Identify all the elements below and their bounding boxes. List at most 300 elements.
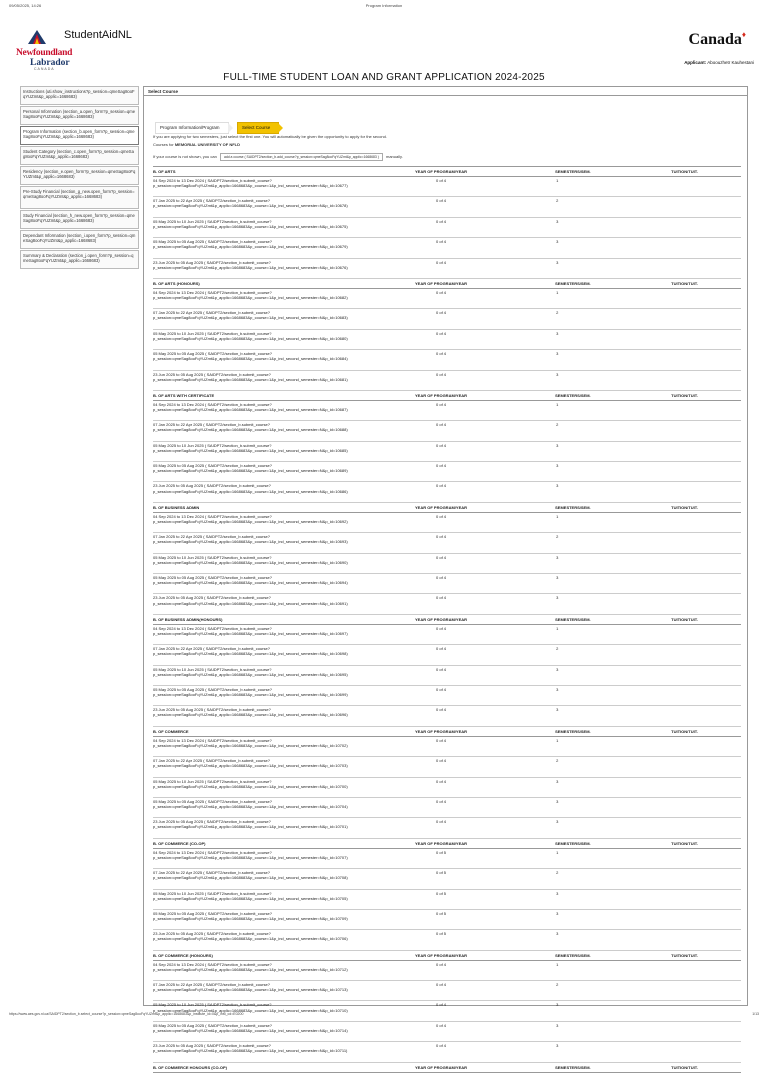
column-header-year: YEAR OF PROGRAM/YEAR [415,1062,555,1072]
course-session-row[interactable] [153,848,741,868]
year-of-program: 0 of 4 [415,1042,555,1062]
year-of-program: 0 of 5 [415,889,555,909]
canada-wordmark-text: Canada [688,31,742,48]
session-link-cell [153,594,415,614]
session-dates-link[interactable]: 23 Jun 2025 to 05 Aug 2025 ( SAIDPT2/section_b.submit_course? [153,259,271,265]
course-session-row[interactable] [153,930,741,950]
session-url[interactable]: p_session=qmeSag8ooFqYUZmt&p_applic=1668683&p_course=1&p_ind_second_semester=N&p_id=10678) [153,203,348,209]
tuition-value [671,736,741,756]
session-link-cell [153,574,415,594]
session-url[interactable]: p_session=qmeSag8ooFqYUZmt&p_applic=1668683&p_course=1&p_ind_second_semester=N&p_id=10714) [153,1027,348,1033]
course-session-row[interactable] [153,217,741,237]
session-url[interactable]: p_session=qmeSag8ooFqYUZmt&p_applic=1668683&p_course=1&p_ind_second_semester=N&p_id=10713) [153,987,348,993]
course-session-row[interactable] [153,329,741,349]
session-dates-link[interactable]: 05 May 2025 to 05 Aug 2025 ( SAIDPT2/section_b.submit_course? [153,798,272,804]
session-dates-link[interactable]: 07 Jan 2025 to 22 Apr 2025 ( SAIDPT2/section_b.submit_course? [153,646,270,652]
session-dates-link[interactable]: 04 Sep 2024 to 13 Dec 2024 ( SAIDPT2/section_b.submit_course? [153,737,272,743]
sidebar-nav [20,86,139,270]
session-url[interactable]: p_session=qmeSag8ooFqYUZmt&p_applic=1668683&p_course=1&p_ind_second_semester=N&p_id=10689) [153,468,348,474]
print-date: 09/05/2025, 14:26 [9,3,42,8]
year-of-program: 0 of 4 [415,645,555,665]
session-dates-link[interactable]: 07 Jan 2025 to 22 Apr 2025 ( SAIDPT2/section_b.submit_course? [153,422,270,428]
semester-number: 3 [555,777,671,797]
session-url[interactable]: p_session=qmeSag8ooFqYUZmt&p_applic=1668683&p_course=1&p_ind_second_semester=N&p_id=10702) [153,742,348,748]
tuition-value [671,217,741,237]
semester-number: 2 [555,309,671,329]
year-of-program: 0 of 4 [415,1021,555,1041]
semester-number: 3 [555,1042,671,1062]
course-session-row[interactable] [153,533,741,553]
session-dates-link[interactable]: 05 May 2025 to 10 Jun 2025 ( SAIDPT2/section_b.submit_course? [153,554,272,560]
year-of-program: 0 of 4 [415,177,555,197]
session-link-cell [153,329,415,349]
print-footer [9,1012,759,1020]
tuition-value [671,533,741,553]
course-session-row[interactable] [153,981,741,1001]
add-course-link[interactable]: add a course ( SAIDPT2/section_b.add_course?p_session=qmeSag8ooFqYUZmt&p_applic=1668683 ) [220,153,383,161]
semester-number: 2 [555,757,671,777]
session-link-cell [153,797,415,817]
course-session-row[interactable] [153,197,741,217]
session-url[interactable]: p_session=qmeSag8ooFqYUZmt&p_applic=1668683&p_course=1&p_ind_second_semester=N&p_id=10709) [153,915,348,921]
session-url[interactable]: p_session=qmeSag8ooFqYUZmt&p_applic=1668683&p_course=1&p_ind_second_semester=N&p_id=10686) [153,488,348,494]
tuition-value [671,462,741,482]
year-of-program: 0 of 4 [415,258,555,278]
session-dates-link[interactable]: 07 Jan 2025 to 22 Apr 2025 ( SAIDPT2/section_b.submit_course? [153,758,270,764]
course-session-row[interactable] [153,777,741,797]
session-url[interactable]: p_session=qmeSag8ooFqYUZmt&p_applic=1668683&p_course=1&p_ind_second_semester=N&p_id=10701) [153,824,348,830]
session-url[interactable]: p_session=qmeSag8ooFqYUZmt&p_applic=1668683&p_course=1&p_ind_second_semester=N&p_id=10681) [153,376,348,382]
tuition-value [671,818,741,838]
session-dates-link[interactable]: 05 May 2025 to 10 Jun 2025 ( SAIDPT2/section_b.submit_course? [153,890,272,896]
session-link-cell [153,309,415,329]
maple-leaf-icon: ♦ [741,30,746,39]
year-of-program: 0 of 4 [415,217,555,237]
course-session-row[interactable] [153,706,741,726]
year-of-program: 0 of 4 [415,329,555,349]
column-header-year: YEAR OF PROGRAM/YEAR [415,502,555,512]
course-session-row[interactable] [153,889,741,909]
crumb-label: Select Course [241,125,271,130]
nl-logo-line2: Labrador [30,58,70,68]
year-of-program: 0 of 4 [415,777,555,797]
semester-number: 2 [555,197,671,217]
session-link-cell [153,421,415,441]
course-session-row[interactable] [153,797,741,817]
course-group-header [153,167,741,177]
semester-number: 1 [555,288,671,308]
column-header-tuition: TUITION/TUIT. [671,390,741,400]
session-dates-link[interactable]: 23 Jun 2025 to 05 Aug 2025 ( SAIDPT2/section_b.submit_course? [153,1043,271,1049]
session-dates-link[interactable]: 05 May 2025 to 10 Jun 2025 ( SAIDPT2/section_b.submit_course? [153,442,272,448]
session-url[interactable]: p_session=qmeSag8ooFqYUZmt&p_applic=1668683&p_course=1&p_ind_second_semester=N&p_id=10677) [153,183,348,189]
program-name: B. OF COMMERCE (CO-OP) [153,838,415,848]
tuition-value [671,553,741,573]
session-url[interactable]: p_session=qmeSag8ooFqYUZmt&p_applic=1668683&p_course=1&p_ind_second_semester=N&p_id=10685) [153,447,348,453]
semester-number: 3 [555,818,671,838]
semester-number: 3 [555,553,671,573]
session-link-cell [153,930,415,950]
session-link-cell [153,370,415,390]
program-name: B. OF COMMERCE (HONOURS) [153,950,415,960]
year-of-program: 0 of 4 [415,736,555,756]
year-of-program: 0 of 4 [415,665,555,685]
course-session-row[interactable] [153,309,741,329]
course-group-header [153,614,741,624]
nl-flag-icon [28,30,46,44]
semester-number: 3 [555,909,671,929]
sidebar-item-residency[interactable]: Residency (section_e.open_form?p_session=qmeSag8ooFqYUZmt&p_applic=1668683) [20,166,139,185]
select-course-panel [143,86,748,1070]
column-header-semesters: SEMESTERS/SEM. [555,838,671,848]
course-session-row[interactable] [153,960,741,980]
column-header-semesters: SEMESTERS/SEM. [555,278,671,288]
session-dates-link[interactable]: 07 Jan 2025 to 22 Apr 2025 ( SAIDPT2/section_b.submit_course? [153,982,270,988]
semester-number: 3 [555,1001,671,1021]
course-session-row[interactable] [153,909,741,929]
session-url[interactable]: p_session=qmeSag8ooFqYUZmt&p_applic=1668683&p_course=1&p_ind_second_semester=N&p_id=10704) [153,804,348,810]
course-session-row[interactable] [153,441,741,461]
session-url[interactable]: p_session=qmeSag8ooFqYUZmt&p_applic=1668683&p_course=1&p_ind_second_semester=N&p_id=10706) [153,936,348,942]
program-name: B. OF ARTS (HONOURS) [153,278,415,288]
session-url[interactable]: p_session=qmeSag8ooFqYUZmt&p_applic=1668683&p_course=1&p_ind_second_semester=N&p_id=10696) [153,712,348,718]
session-url[interactable]: p_session=qmeSag8ooFqYUZmt&p_applic=1668683&p_course=1&p_ind_second_semester=N&p_id=10708) [153,875,348,881]
tuition-value [671,889,741,909]
session-dates-link[interactable]: 04 Sep 2024 to 13 Dec 2024 ( SAIDPT2/section_b.submit_course? [153,961,272,967]
session-link-cell [153,462,415,482]
year-of-program: 0 of 4 [415,462,555,482]
sidebar-item-program-information[interactable]: Program Information (section_b.open_form?p_session=qmeSag8ooFqYUZmt&p_applic=1668683) [20,126,139,145]
year-of-program: 0 of 4 [415,238,555,258]
session-url[interactable]: p_session=qmeSag8ooFqYUZmt&p_applic=1668683&p_course=1&p_ind_second_semester=N&p_id=10690) [153,559,348,565]
semester-number: 3 [555,441,671,461]
year-of-program: 0 of 4 [415,197,555,217]
session-link-cell [153,482,415,502]
column-header-semesters: SEMESTERS/SEM. [555,726,671,736]
column-header-tuition: TUITION/TUIT. [671,278,741,288]
course-group-header [153,278,741,288]
session-url[interactable]: p_session=qmeSag8ooFqYUZmt&p_applic=1668683&p_course=1&p_ind_second_semester=N&p_id=10676) [153,264,348,270]
session-dates-link[interactable]: 23 Jun 2025 to 05 Aug 2025 ( SAIDPT2/section_b.submit_course? [153,371,271,377]
course-table [153,166,741,1073]
course-session-row[interactable] [153,818,741,838]
tuition-value [671,869,741,889]
tuition-value [671,512,741,532]
session-dates-link[interactable]: 05 May 2025 to 10 Jun 2025 ( SAIDPT2/section_b.submit_course? [153,778,272,784]
session-link-cell [153,258,415,278]
year-of-program: 0 of 4 [415,350,555,370]
course-session-row[interactable] [153,736,741,756]
semester-number: 3 [555,574,671,594]
year-of-program: 0 of 4 [415,757,555,777]
session-dates-link[interactable]: 23 Jun 2025 to 05 Aug 2025 ( SAIDPT2/section_b.submit_course? [153,707,271,713]
column-header-year: YEAR OF PROGRAM/YEAR [415,167,555,177]
session-url[interactable]: p_session=qmeSag8ooFqYUZmt&p_applic=1668683&p_course=1&p_ind_second_semester=N&p_id=10679) [153,244,348,250]
semester-number: 1 [555,400,671,420]
course-session-row[interactable] [153,482,741,502]
semester-number: 3 [555,797,671,817]
print-header [9,3,759,11]
course-session-row[interactable] [153,177,741,197]
column-header-tuition: TUITION/TUIT. [671,502,741,512]
session-link-cell [153,981,415,1001]
session-dates-link[interactable]: 07 Jan 2025 to 22 Apr 2025 ( SAIDPT2/section_b.submit_course? [153,198,270,204]
print-page-number: 1/13 [752,1012,759,1016]
tuition-value [671,574,741,594]
session-url[interactable]: p_session=qmeSag8ooFqYUZmt&p_applic=1668683&p_course=1&p_ind_second_semester=N&p_id=10697) [153,630,348,636]
year-of-program: 0 of 5 [415,909,555,929]
session-url[interactable]: p_session=qmeSag8ooFqYUZmt&p_applic=1668683&p_course=1&p_ind_second_semester=N&p_id=10703) [153,763,348,769]
course-session-row[interactable] [153,238,741,258]
session-url[interactable]: p_session=qmeSag8ooFqYUZmt&p_applic=1668683&p_course=1&p_ind_second_semester=N&p_id=10700) [153,783,348,789]
column-header-semesters: SEMESTERS/SEM. [555,614,671,624]
session-dates-link[interactable]: 05 May 2025 to 05 Aug 2025 ( SAIDPT2/section_b.submit_course? [153,1022,272,1028]
course-session-row[interactable] [153,400,741,420]
session-dates-link[interactable]: 23 Jun 2025 to 05 Aug 2025 ( SAIDPT2/section_b.submit_course? [153,483,271,489]
year-of-program: 0 of 4 [415,482,555,502]
session-url[interactable]: p_session=qmeSag8ooFqYUZmt&p_applic=1668683&p_course=1&p_ind_second_semester=N&p_id=10692) [153,518,348,524]
semester-number: 3 [555,889,671,909]
course-session-row[interactable] [153,1042,741,1062]
year-of-program: 0 of 4 [415,981,555,1001]
year-of-program: 0 of 4 [415,818,555,838]
tuition-value [671,1021,741,1041]
session-url[interactable]: p_session=qmeSag8ooFqYUZmt&p_applic=1668683&p_course=1&p_ind_second_semester=N&p_id=10682) [153,295,348,301]
session-link-cell [153,706,415,726]
column-header-semesters: SEMESTERS/SEM. [555,390,671,400]
session-url[interactable]: p_session=qmeSag8ooFqYUZmt&p_applic=1668683&p_course=1&p_ind_second_semester=N&p_id=10688) [153,427,348,433]
session-dates-link[interactable]: 07 Jan 2025 to 22 Apr 2025 ( SAIDPT2/section_b.submit_course? [153,870,270,876]
session-link-cell [153,217,415,237]
two-semesters-note: If you are applying for two semesters, just select the first one. You will automatically be given the opportunity to apply for the second. [153,134,387,139]
session-link-cell [153,288,415,308]
crumb-select-course[interactable] [237,122,279,134]
year-of-program: 0 of 4 [415,797,555,817]
session-url[interactable]: p_session=qmeSag8ooFqYUZmt&p_applic=1668683&p_course=1&p_ind_second_semester=N&p_id=10684) [153,356,348,362]
tuition-value [671,197,741,217]
year-of-program: 0 of 4 [415,370,555,390]
course-session-row[interactable] [153,574,741,594]
course-session-row[interactable] [153,553,741,573]
session-dates-link[interactable]: 04 Sep 2024 to 13 Dec 2024 ( SAIDPT2/section_b.submit_course? [153,401,272,407]
session-link-cell [153,909,415,929]
tuition-value [671,350,741,370]
session-url[interactable]: p_session=qmeSag8ooFqYUZmt&p_applic=1668683&p_course=1&p_ind_second_semester=N&p_id=10712) [153,966,348,972]
courses-for-label: Courses for [153,142,174,147]
sidebar-item-instructions[interactable]: Instructions (uti.show_instructions?p_session=qmeSag8ooFqYUZmt&p_applic=1668683) [20,86,139,105]
sidebar-item-personal-information[interactable]: Personal Information (section_a.open_form?p_session=qmeSag8ooFqYUZmt&p_applic=1668683) [20,106,139,125]
year-of-program: 0 of 4 [415,594,555,614]
semester-number: 1 [555,624,671,644]
program-name: B. OF COMMERCE HONOURS (CO-OP) [153,1062,415,1072]
session-url[interactable]: p_session=qmeSag8ooFqYUZmt&p_applic=1668683&p_course=1&p_ind_second_semester=N&p_id=10683) [153,315,348,321]
session-url[interactable]: p_session=qmeSag8ooFqYUZmt&p_applic=1668683&p_course=1&p_ind_second_semester=N&p_id=10707) [153,854,348,860]
session-url[interactable]: p_session=qmeSag8ooFqYUZmt&p_applic=1668683&p_course=1&p_ind_second_semester=N&p_id=10687) [153,407,348,412]
tuition-value [671,482,741,502]
sidebar-item-pre-study-financial[interactable]: Pre-Study Financial (section_g_new.open_form?p_session=qmeSag8ooFqYUZmt&p_applic=1668683) [20,186,139,209]
session-dates-link[interactable]: 23 Jun 2025 to 05 Aug 2025 ( SAIDPT2/section_b.submit_course? [153,595,271,601]
column-header-tuition: TUITION/TUIT. [671,838,741,848]
semester-number: 2 [555,533,671,553]
print-url: https://www.aes.gov.nl.ca/SAIDPT2/section_b.select_course?p_session=qmeSag8ooFqYUZmt&p_applic=1668683&p_institute_id=0&p_inst_cd=E0200 [9,1012,244,1016]
session-url[interactable]: p_session=qmeSag8ooFqYUZmt&p_applic=1668683&p_course=1&p_ind_second_semester=N&p_id=10694) [153,580,348,586]
session-url[interactable]: p_session=qmeSag8ooFqYUZmt&p_applic=1668683&p_course=1&p_ind_second_semester=N&p_id=10675) [153,223,348,229]
session-link-cell [153,177,415,197]
semester-number: 3 [555,930,671,950]
course-session-row[interactable] [153,421,741,441]
course-session-row[interactable] [153,350,741,370]
column-header-semesters: SEMESTERS/SEM. [555,950,671,960]
course-session-row[interactable] [153,512,741,532]
session-dates-link[interactable]: 05 May 2025 to 05 Aug 2025 ( SAIDPT2/section_b.submit_course? [153,463,272,469]
sidebar-item-dependant-information[interactable]: Dependant Information (section_i.open_form?p_session=qmeSag8ooFqYUZmt&p_applic=1668683) [20,230,139,249]
session-url[interactable]: p_session=qmeSag8ooFqYUZmt&p_applic=1668683&p_course=1&p_ind_second_semester=N&p_id=10680) [153,335,348,341]
course-session-row[interactable] [153,288,741,308]
tuition-value [671,706,741,726]
course-group-header [153,502,741,512]
session-dates-link[interactable]: 07 Jan 2025 to 22 Apr 2025 ( SAIDPT2/section_b.submit_course? [153,534,270,540]
tuition-value [671,960,741,980]
session-url[interactable]: p_session=qmeSag8ooFqYUZmt&p_applic=1668683&p_course=1&p_ind_second_semester=N&p_id=10711) [153,1048,348,1054]
session-url[interactable]: p_session=qmeSag8ooFqYUZmt&p_applic=1668683&p_course=1&p_ind_second_semester=N&p_id=10691) [153,600,348,606]
column-header-semesters: SEMESTERS/SEM. [555,167,671,177]
column-header-tuition: TUITION/TUIT. [671,950,741,960]
session-dates-link[interactable]: 04 Sep 2024 to 13 Dec 2024 ( SAIDPT2/section_b.submit_course? [153,513,272,519]
semester-number: 1 [555,177,671,197]
tuition-value [671,421,741,441]
session-url[interactable]: p_session=qmeSag8ooFqYUZmt&p_applic=1668683&p_course=1&p_ind_second_semester=N&p_id=10710) [153,1007,348,1013]
not-shown-suffix: manually. [386,154,403,160]
session-dates-link[interactable]: 05 May 2025 to 05 Aug 2025 ( SAIDPT2/section_b.submit_course? [153,910,272,916]
session-url[interactable]: p_session=qmeSag8ooFqYUZmt&p_applic=1668683&p_course=1&p_ind_second_semester=N&p_id=10705) [153,895,348,901]
tuition-value [671,370,741,390]
session-link-cell [153,197,415,217]
program-name: B. OF BUSINESS ADMIN(HONOURS) [153,614,415,624]
session-link-cell [153,1021,415,1041]
sidebar-item-summary-declaration[interactable]: Summary & Declaration (section_j.open_form?p_session=qmeSag8ooFqYUZmt&p_applic=1668683) [20,250,139,269]
course-session-row[interactable] [153,645,741,665]
session-dates-link[interactable]: 05 May 2025 to 10 Jun 2025 ( SAIDPT2/section_b.submit_course? [153,666,272,672]
course-session-row[interactable] [153,624,741,644]
semester-number: 1 [555,736,671,756]
course-session-row[interactable] [153,370,741,390]
column-header-tuition: TUITION/TUIT. [671,726,741,736]
tuition-value [671,930,741,950]
year-of-program: 0 of 4 [415,624,555,644]
year-of-program: 0 of 4 [415,574,555,594]
tuition-value [671,177,741,197]
applicant-label: Applicant: [684,60,707,65]
tuition-value [671,441,741,461]
session-link-cell [153,848,415,868]
crumb-label: Program Information/Program [160,125,220,130]
tuition-value [671,329,741,349]
semester-number: 3 [555,462,671,482]
session-dates-link[interactable]: 05 May 2025 to 05 Aug 2025 ( SAIDPT2/section_b.submit_course? [153,686,272,692]
session-dates-link[interactable]: 04 Sep 2024 to 13 Dec 2024 ( SAIDPT2/section_b.submit_course? [153,625,272,631]
session-dates-link[interactable]: 23 Jun 2025 to 05 Aug 2025 ( SAIDPT2/section_b.submit_course? [153,931,271,937]
column-header-year: YEAR OF PROGRAM/YEAR [415,390,555,400]
institution-name: MEMORIAL UNIVERSITY OF NFLD [174,142,240,147]
session-dates-link[interactable]: 04 Sep 2024 to 13 Dec 2024 ( SAIDPT2/section_b.submit_course? [153,289,272,295]
course-session-row[interactable] [153,258,741,278]
course-group-header [153,950,741,960]
course-group-header [153,726,741,736]
course-session-row[interactable] [153,685,741,705]
session-dates-link[interactable]: 05 May 2025 to 10 Jun 2025 ( SAIDPT2/section_b.submit_course? [153,1002,272,1008]
year-of-program: 0 of 4 [415,553,555,573]
tuition-value [671,309,741,329]
crumb-program-information[interactable] [155,122,229,134]
session-url[interactable]: p_session=qmeSag8ooFqYUZmt&p_applic=1668683&p_course=1&p_ind_second_semester=N&p_id=10693) [153,539,348,545]
session-link-cell [153,533,415,553]
column-header-semesters: SEMESTERS/SEM. [555,502,671,512]
column-header-semesters: SEMESTERS/SEM. [555,1062,671,1072]
semester-number: 3 [555,350,671,370]
session-dates-link[interactable]: 07 Jan 2025 to 22 Apr 2025 ( SAIDPT2/section_b.submit_course? [153,310,270,316]
session-dates-link[interactable]: 05 May 2025 to 05 Aug 2025 ( SAIDPT2/section_b.submit_course? [153,351,272,357]
session-link-cell [153,960,415,980]
year-of-program: 0 of 4 [415,421,555,441]
page-title: FULL-TIME STUDENT LOAN AND GRANT APPLICATION 2024-2025 [223,72,545,83]
course-group-header [153,390,741,400]
print-title: Program Information [365,3,403,8]
year-of-program: 0 of 4 [415,1001,555,1021]
year-of-program: 0 of 4 [415,309,555,329]
course-session-row[interactable] [153,462,741,482]
session-dates-link[interactable]: 04 Sep 2024 to 13 Dec 2024 ( SAIDPT2/section_b.submit_course? [153,178,272,183]
session-link-cell [153,512,415,532]
course-session-row[interactable] [153,869,741,889]
session-link-cell [153,645,415,665]
session-dates-link[interactable]: 05 May 2025 to 10 Jun 2025 ( SAIDPT2/section_b.submit_course? [153,330,272,336]
session-dates-link[interactable]: 23 Jun 2025 to 05 Aug 2025 ( SAIDPT2/section_b.submit_course? [153,819,271,825]
session-dates-link[interactable]: 05 May 2025 to 10 Jun 2025 ( SAIDPT2/section_b.submit_course? [153,218,272,224]
nl-logo-line3: CANADA [34,67,55,71]
session-url[interactable]: p_session=qmeSag8ooFqYUZmt&p_applic=1668683&p_course=1&p_ind_second_semester=N&p_id=10699) [153,692,348,698]
semester-number: 3 [555,685,671,705]
course-session-row[interactable] [153,594,741,614]
semester-number: 1 [555,848,671,868]
sidebar-item-study-financial[interactable]: Study Financial (section_h_new.open_form?p_session=qmeSag8ooFqYUZmt&p_applic=1668683) [20,210,139,229]
session-url[interactable]: p_session=qmeSag8ooFqYUZmt&p_applic=1668683&p_course=1&p_ind_second_semester=N&p_id=10695) [153,671,348,677]
sidebar-item-student-category[interactable]: Student Category (section_c.open_form?p_session=qmeSag8ooFqYUZmt&p_applic=1668683) [20,146,139,165]
session-link-cell [153,441,415,461]
year-of-program: 0 of 5 [415,930,555,950]
tuition-value [671,797,741,817]
session-link-cell [153,889,415,909]
canada-wordmark [689,31,746,49]
session-dates-link[interactable]: 05 May 2025 to 05 Aug 2025 ( SAIDPT2/section_b.submit_course? [153,575,272,581]
courses-for-line [153,142,240,147]
column-header-year: YEAR OF PROGRAM/YEAR [415,950,555,960]
year-of-program: 0 of 4 [415,960,555,980]
course-session-row[interactable] [153,1021,741,1041]
semester-number: 3 [555,258,671,278]
column-header-tuition: TUITION/TUIT. [671,1062,741,1072]
course-session-row[interactable] [153,757,741,777]
tuition-value [671,757,741,777]
app-title: StudentAidNL [64,29,132,41]
session-link-cell [153,1042,415,1062]
course-session-row[interactable] [153,665,741,685]
semester-number: 3 [555,329,671,349]
session-dates-link[interactable]: 04 Sep 2024 to 13 Dec 2024 ( SAIDPT2/section_b.submit_course? [153,849,272,855]
session-url[interactable]: p_session=qmeSag8ooFqYUZmt&p_applic=1668683&p_course=1&p_ind_second_semester=N&p_id=10698) [153,651,348,657]
year-of-program: 0 of 4 [415,441,555,461]
session-dates-link[interactable]: 05 May 2025 to 05 Aug 2025 ( SAIDPT2/section_b.submit_course? [153,239,272,245]
semester-number: 3 [555,238,671,258]
